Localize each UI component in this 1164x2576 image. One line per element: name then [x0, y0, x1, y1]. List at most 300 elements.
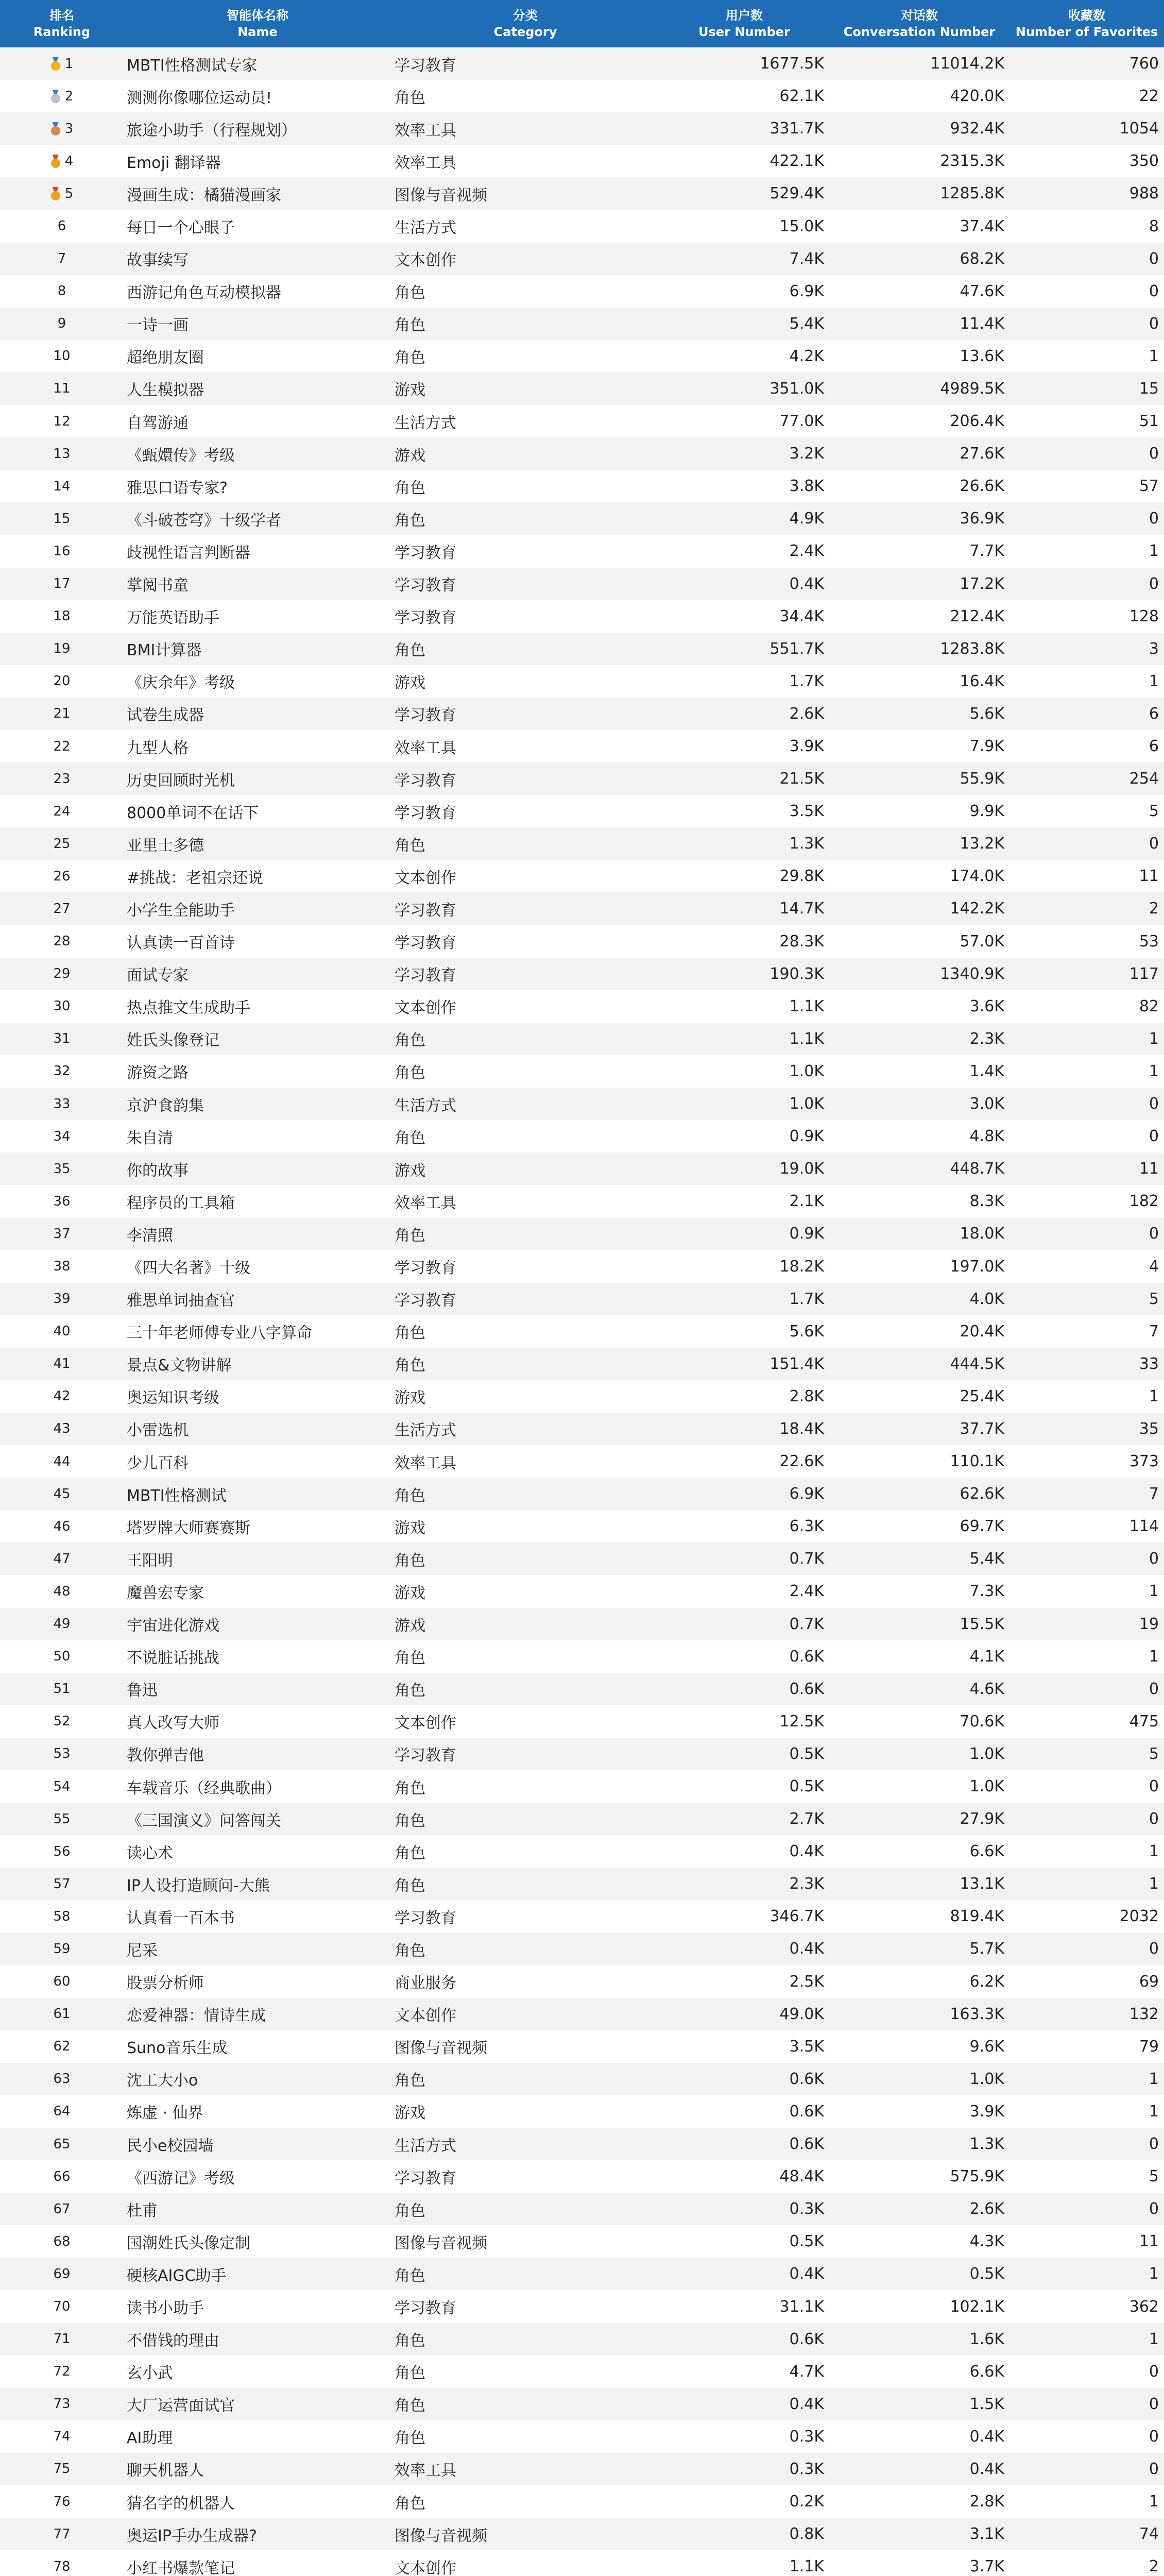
users-cell: [659, 470, 829, 502]
conversations-cell: [829, 2063, 1009, 2095]
category-cell: [391, 112, 659, 145]
rank-cell: [0, 1348, 124, 1380]
users-cell: [659, 47, 829, 80]
table-row: [0, 470, 1164, 502]
favorites-cell-text: 11: [1139, 867, 1159, 886]
name-cell: [124, 860, 391, 892]
conversations-cell-text: 37.7K: [960, 1419, 1004, 1438]
rank-cell: [0, 1965, 124, 1998]
users-cell: [659, 2193, 829, 2225]
name-cell: [124, 470, 391, 502]
users-cell-text: 31.1K: [779, 2297, 824, 2316]
users-cell: [659, 568, 829, 600]
favorites-cell-text: 1: [1149, 1387, 1159, 1405]
users-cell-text: 2.1K: [789, 1192, 824, 1211]
favorites-cell: [1009, 600, 1164, 633]
users-cell-text: 0.6K: [789, 2070, 824, 2088]
rank-cell-text: 39: [53, 1291, 71, 1307]
name-cell-text: 不说脏话挑战: [127, 1649, 219, 1668]
rank-cell: [0, 568, 124, 600]
category-cell-text: 学习教育: [395, 1747, 456, 1765]
users-cell: [659, 600, 829, 633]
name-cell: [124, 1705, 391, 1738]
conversations-cell: [829, 795, 1009, 827]
category-cell-text: 角色: [395, 1551, 425, 1570]
favorites-cell: [1009, 958, 1164, 990]
conversations-cell-text: 3.9K: [969, 2102, 1004, 2121]
category-cell: [391, 372, 659, 405]
conversations-cell-text: 13.1K: [960, 1875, 1004, 1893]
conversations-cell-text: 69.7K: [960, 1517, 1004, 1536]
name-cell-text: 旅途小助手（行程规划）: [127, 121, 297, 140]
favorites-cell-text: 362: [1129, 2297, 1159, 2316]
header-favorites-en: Number of Favorites: [1015, 25, 1158, 39]
conversations-cell: [829, 340, 1009, 372]
users-cell: [659, 1120, 829, 1153]
category-cell: [391, 795, 659, 827]
favorites-cell-text: 33: [1139, 1354, 1159, 1373]
category-cell: [391, 535, 659, 567]
favorites-cell: [1009, 2323, 1164, 2355]
table-row: [0, 177, 1164, 210]
category-cell: [391, 2453, 659, 2485]
users-cell: [659, 1283, 829, 1315]
conversations-cell: [829, 2128, 1009, 2160]
favorites-cell: [1009, 1640, 1164, 1673]
table-row: [0, 1250, 1164, 1282]
conversations-cell: [829, 2485, 1009, 2518]
users-cell: [659, 1868, 829, 1900]
users-cell: [659, 1380, 829, 1413]
favorites-cell: [1009, 1315, 1164, 1348]
name-cell: [124, 1283, 391, 1315]
users-cell: [659, 112, 829, 145]
conversations-cell-text: 25.4K: [960, 1387, 1004, 1405]
conversations-cell-text: 26.6K: [960, 477, 1004, 496]
users-cell-text: 18.4K: [779, 1419, 824, 1438]
conversations-cell: [829, 2095, 1009, 2128]
rank-cell-text: 35: [53, 1161, 71, 1177]
table-row: [0, 372, 1164, 405]
category-cell: [391, 698, 659, 730]
table-row: [0, 925, 1164, 958]
favorites-cell: [1009, 47, 1164, 80]
favorites-cell-text: 1: [1149, 2102, 1159, 2121]
name-cell-text: 雅思口语专家?: [127, 479, 228, 497]
favorites-cell-text: 1: [1149, 1029, 1159, 1048]
favorites-cell-text: 79: [1139, 2037, 1159, 2056]
favorites-cell: [1009, 1348, 1164, 1380]
table-row: [0, 2420, 1164, 2453]
category-cell: [391, 1185, 659, 1217]
category-cell: [391, 1543, 659, 1575]
category-cell: [391, 925, 659, 958]
conversations-cell-text: 932.4K: [950, 120, 1004, 138]
name-cell: [124, 2290, 391, 2323]
category-cell: [391, 1315, 659, 1348]
conversations-cell: [829, 568, 1009, 600]
favorites-cell-text: 1: [1149, 542, 1159, 561]
favorites-cell: [1009, 372, 1164, 405]
conversations-cell: [829, 1055, 1009, 1088]
users-cell: [659, 2323, 829, 2355]
medal-icon: [50, 155, 61, 168]
users-cell: [659, 2355, 829, 2388]
users-cell: [659, 2388, 829, 2420]
users-cell-text: 12.5K: [779, 1712, 824, 1731]
name-cell: [124, 1217, 391, 1250]
name-cell-text: 姓氏头像登记: [127, 1031, 219, 1050]
users-cell-text: 7.4K: [789, 249, 824, 268]
conversations-cell-text: 6.6K: [969, 2362, 1004, 2381]
conversations-cell: [829, 1705, 1009, 1738]
category-cell-text: 生活方式: [395, 2137, 456, 2155]
table-row: [0, 2128, 1164, 2160]
conversations-cell: [829, 925, 1009, 958]
conversations-cell: [829, 210, 1009, 242]
users-cell-text: 1.7K: [789, 672, 824, 690]
name-cell-text: 朱自清: [127, 1129, 173, 1147]
users-cell-text: 3.8K: [789, 477, 824, 496]
users-cell-text: 351.0K: [769, 379, 824, 398]
favorites-cell: [1009, 1933, 1164, 1965]
rank-cell-text: 63: [53, 2071, 71, 2087]
table-row: [0, 1738, 1164, 1770]
name-cell: [124, 2518, 391, 2550]
name-cell-text: 自驾游通: [127, 414, 189, 432]
category-cell: [391, 2485, 659, 2518]
table-row: [0, 1705, 1164, 1738]
favorites-cell-text: 53: [1139, 932, 1159, 951]
favorites-cell: [1009, 1055, 1164, 1088]
header-users: [659, 0, 829, 47]
conversations-cell: [829, 2518, 1009, 2550]
favorites-cell: [1009, 2550, 1164, 2576]
favorites-cell-text: 1: [1149, 2070, 1159, 2088]
users-cell: [659, 340, 829, 372]
favorites-cell: [1009, 1478, 1164, 1510]
category-cell-text: 游戏: [395, 2104, 425, 2123]
favorites-cell-text: 0: [1149, 1810, 1159, 1828]
category-cell-text: 图像与音视频: [395, 2039, 487, 2058]
category-cell-text: 角色: [395, 1357, 425, 1375]
table-row: [0, 665, 1164, 698]
category-cell-text: 游戏: [395, 446, 425, 465]
table-row: [0, 1217, 1164, 1250]
category-cell: [391, 1933, 659, 1965]
favorites-cell: [1009, 1380, 1164, 1413]
table-row: [0, 2095, 1164, 2128]
conversations-cell: [829, 2388, 1009, 2420]
category-cell-text: 文本创作: [395, 1714, 456, 1733]
conversations-cell-text: 0.4K: [969, 2460, 1004, 2478]
users-cell: [659, 1965, 829, 1998]
users-cell-text: 22.6K: [779, 1452, 824, 1471]
conversations-cell: [829, 1868, 1009, 1900]
name-cell: [124, 437, 391, 470]
users-cell: [659, 437, 829, 470]
conversations-cell: [829, 1803, 1009, 1835]
conversations-cell: [829, 405, 1009, 437]
users-cell-text: 1677.5K: [760, 55, 824, 73]
name-cell-text: 掌阅书童: [127, 577, 189, 595]
rank-cell-text: 51: [53, 1681, 71, 1697]
conversations-cell-text: 15.5K: [960, 1615, 1004, 1633]
conversations-cell-text: 420.0K: [950, 87, 1004, 106]
rank-cell: [0, 600, 124, 633]
favorites-cell: [1009, 698, 1164, 730]
conversations-cell: [829, 2550, 1009, 2576]
rank-cell-text: 21: [53, 706, 71, 722]
favorites-cell: [1009, 1738, 1164, 1770]
category-cell-text: 角色: [395, 1779, 425, 1798]
users-cell-text: 1.1K: [789, 2557, 824, 2576]
favorites-cell: [1009, 2420, 1164, 2453]
conversations-cell: [829, 243, 1009, 275]
favorites-cell: [1009, 2095, 1164, 2128]
users-cell: [659, 2453, 829, 2485]
rank-cell-text: 71: [53, 2331, 71, 2347]
users-cell-text: 48.4K: [779, 2167, 824, 2186]
users-cell-text: 1.7K: [789, 1290, 824, 1308]
conversations-cell-text: 20.4K: [960, 1322, 1004, 1341]
favorites-cell: [1009, 1835, 1164, 1868]
rank-cell-text: 30: [53, 998, 71, 1014]
table-row: [0, 1413, 1164, 1445]
rank-cell: [0, 308, 124, 340]
conversations-cell: [829, 1088, 1009, 1120]
rank-cell-text: 19: [53, 641, 71, 657]
favorites-cell: [1009, 1283, 1164, 1315]
users-cell: [659, 145, 829, 177]
favorites-cell-text: 1: [1149, 2265, 1159, 2283]
rank-cell-text: 67: [53, 2201, 71, 2217]
rank-cell: [0, 2550, 124, 2576]
users-cell-text: 3.5K: [789, 802, 824, 821]
category-cell-text: 游戏: [395, 1389, 425, 1408]
conversations-cell-text: 0.4K: [969, 2427, 1004, 2446]
name-cell: [124, 2095, 391, 2128]
name-cell: [124, 568, 391, 600]
favorites-cell: [1009, 1900, 1164, 1933]
rank-cell: [0, 2518, 124, 2550]
name-cell: [124, 698, 391, 730]
conversations-cell-text: 4.1K: [969, 1647, 1004, 1666]
name-cell: [124, 2485, 391, 2518]
category-cell-text: 文本创作: [395, 869, 456, 887]
conversations-cell-text: 4989.5K: [940, 379, 1004, 398]
rank-cell-text: 42: [53, 1388, 71, 1404]
favorites-cell-text: 1: [1149, 347, 1159, 365]
name-cell-text: 万能英语助手: [127, 609, 219, 628]
rank-cell: [0, 2258, 124, 2290]
users-cell: [659, 860, 829, 892]
conversations-cell-text: 7.7K: [969, 542, 1004, 561]
category-cell-text: 角色: [395, 349, 425, 367]
rank-cell-text: 56: [53, 1843, 71, 1859]
users-cell-text: 0.4K: [789, 1842, 824, 1861]
conversations-cell: [829, 2355, 1009, 2388]
name-cell: [124, 795, 391, 827]
name-cell: [124, 2160, 391, 2193]
users-cell: [659, 1673, 829, 1705]
favorites-cell-text: 22: [1139, 87, 1159, 106]
conversations-cell-text: 819.4K: [950, 1907, 1004, 1926]
category-cell-text: 学习教育: [395, 804, 456, 822]
users-cell-text: 0.7K: [789, 1615, 824, 1633]
category-cell: [391, 2160, 659, 2193]
table-row: [0, 892, 1164, 925]
users-cell-text: 0.5K: [789, 2232, 824, 2251]
header-ranking-cn: 排名: [49, 8, 74, 23]
favorites-cell: [1009, 2128, 1164, 2160]
favorites-cell: [1009, 1543, 1164, 1575]
rank-cell: [0, 1185, 124, 1217]
conversations-cell: [829, 1510, 1009, 1543]
rank-cell: [0, 243, 124, 275]
favorites-cell-text: 114: [1129, 1517, 1159, 1536]
table-row: [0, 958, 1164, 990]
header-ranking: [0, 0, 124, 47]
conversations-cell: [829, 502, 1009, 535]
users-cell-text: 346.7K: [769, 1907, 824, 1926]
category-cell: [391, 2355, 659, 2388]
users-cell-text: 3.5K: [789, 2037, 824, 2056]
header-category: [391, 0, 659, 47]
favorites-cell-text: 57: [1139, 477, 1159, 496]
favorites-cell-text: 350: [1129, 152, 1159, 171]
name-cell-text: 认真读一百首诗: [127, 934, 235, 953]
table-header: [0, 0, 1164, 47]
conversations-cell: [829, 1640, 1009, 1673]
rank-cell-text: 74: [53, 2429, 71, 2445]
category-cell-text: 游戏: [395, 674, 425, 692]
users-cell: [659, 1900, 829, 1933]
name-cell: [124, 1965, 391, 1998]
rank-cell: [0, 1543, 124, 1575]
category-cell: [391, 2193, 659, 2225]
name-cell: [124, 958, 391, 990]
conversations-cell-text: 4.0K: [969, 1290, 1004, 1308]
users-cell-text: 21.5K: [779, 770, 824, 788]
category-cell-text: 生活方式: [395, 414, 456, 432]
category-cell: [391, 860, 659, 892]
conversations-cell: [829, 535, 1009, 567]
conversations-cell-text: 36.9K: [960, 510, 1004, 528]
table-body: [0, 47, 1164, 2576]
category-cell: [391, 1803, 659, 1835]
favorites-cell: [1009, 535, 1164, 567]
rank-cell: [0, 2030, 124, 2063]
favorites-cell-text: 0: [1149, 282, 1159, 300]
favorites-cell: [1009, 405, 1164, 437]
table-row: [0, 1640, 1164, 1673]
name-cell-text: 真人改写大师: [127, 1714, 219, 1733]
favorites-cell-text: 2: [1149, 900, 1159, 918]
table-row: [0, 1835, 1164, 1868]
category-cell: [391, 47, 659, 80]
users-cell: [659, 275, 829, 308]
name-cell: [124, 2420, 391, 2453]
name-cell: [124, 1185, 391, 1217]
users-cell: [659, 1608, 829, 1640]
favorites-cell-text: 7: [1149, 1322, 1159, 1341]
name-cell-text: 少儿百科: [127, 1454, 189, 1472]
favorites-cell-text: 3: [1149, 639, 1159, 658]
header-conversations-cn: 对话数: [901, 8, 938, 23]
conversations-cell-text: 163.3K: [950, 2005, 1004, 2023]
header-users-cn: 用户数: [726, 8, 763, 23]
name-cell-text: MBTI性格测试专家: [127, 56, 258, 75]
conversations-cell: [829, 665, 1009, 698]
conversations-cell: [829, 145, 1009, 177]
category-cell: [391, 1738, 659, 1770]
conversations-cell-text: 7.3K: [969, 1582, 1004, 1601]
favorites-cell: [1009, 145, 1164, 177]
conversations-cell-text: 4.8K: [969, 1127, 1004, 1146]
users-cell: [659, 2095, 829, 2128]
conversations-cell: [829, 1738, 1009, 1770]
category-cell-text: 学习教育: [395, 56, 456, 75]
favorites-cell: [1009, 730, 1164, 762]
name-cell: [124, 762, 391, 795]
name-cell: [124, 990, 391, 1023]
table-row: [0, 243, 1164, 275]
category-cell-text: 生活方式: [395, 219, 456, 238]
header-users-en: User Number: [698, 25, 790, 39]
name-cell: [124, 210, 391, 242]
conversations-cell: [829, 1543, 1009, 1575]
rank-cell: [0, 2453, 124, 2485]
category-cell-text: 文本创作: [395, 2559, 456, 2576]
favorites-cell: [1009, 2160, 1164, 2193]
name-cell: [124, 1575, 391, 1607]
users-cell-text: 2.6K: [789, 704, 824, 723]
name-cell-text: 股票分析师: [127, 1974, 204, 1993]
users-cell-text: 2.8K: [789, 1387, 824, 1405]
category-cell-text: 角色: [395, 1876, 425, 1895]
name-cell-text: 鲁迅: [127, 1682, 158, 1700]
favorites-cell-text: 0: [1149, 1127, 1159, 1146]
medal-icon: [50, 57, 61, 71]
conversations-cell: [829, 470, 1009, 502]
name-cell: [124, 1543, 391, 1575]
category-cell-text: 效率工具: [395, 1194, 456, 1212]
rank-cell: [0, 405, 124, 437]
name-cell-text: 景点&文物讲解: [127, 1357, 232, 1375]
header-category-en: Category: [493, 25, 557, 39]
category-cell-text: 图像与音视频: [395, 2527, 487, 2545]
category-cell-text: 学习教育: [395, 934, 456, 953]
favorites-cell-text: 1: [1149, 1875, 1159, 1893]
name-cell-text: 猜名字的机器人: [127, 2494, 235, 2513]
name-cell: [124, 2063, 391, 2095]
name-cell: [124, 1055, 391, 1088]
name-cell-text: 沈工大小o: [127, 2072, 198, 2090]
category-cell-text: 商业服务: [395, 1974, 456, 1993]
users-cell: [659, 1413, 829, 1445]
name-cell-text: 测测你像哪位运动员!: [127, 89, 272, 107]
category-cell-text: 生活方式: [395, 1096, 456, 1115]
conversations-cell-text: 5.7K: [969, 1940, 1004, 1958]
table-row: [0, 1510, 1164, 1543]
rank-cell: [0, 2420, 124, 2453]
table-row: [0, 2453, 1164, 2485]
category-cell-text: 角色: [395, 1811, 425, 1830]
table-row: [0, 1023, 1164, 1055]
favorites-cell: [1009, 2388, 1164, 2420]
users-cell-text: 0.6K: [789, 1647, 824, 1666]
